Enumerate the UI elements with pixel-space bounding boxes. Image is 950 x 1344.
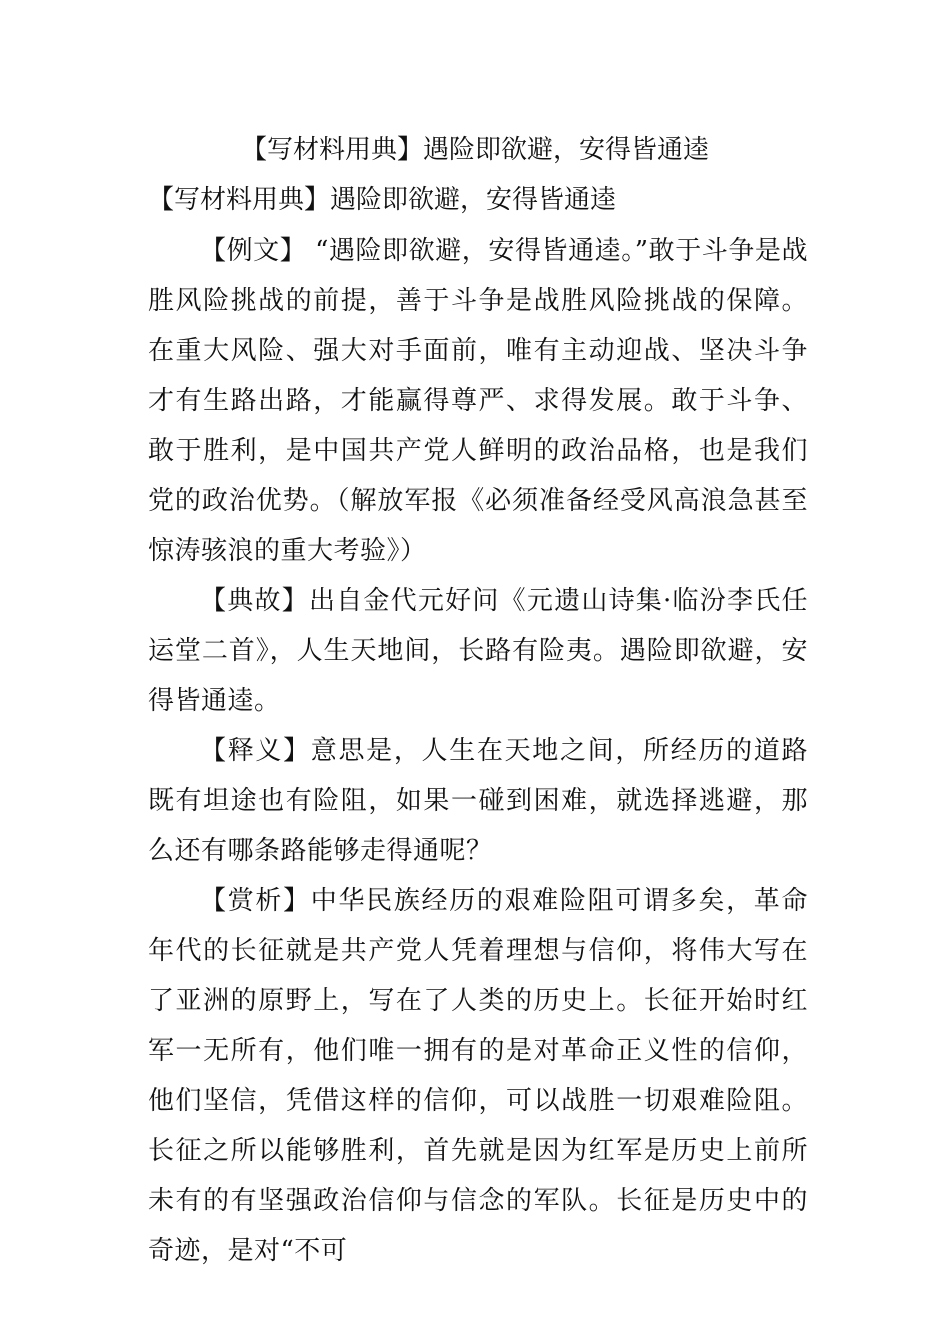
document-title: 【写材料用典】遇险即欲避，安得皆通逵 [240,135,709,165]
document-body [148,226,808,1276]
paragraph-analysis: 【赏析】中华民族经历的艰难险阻可谓多矣，革命年代的长征就是共产党人凭着理想与信仰，将伟大写在了亚洲的原野上，写在了人类的历史上。长征开始时红军一无所有，他们唯一拥有的是对革命正义性的信仰，他们坚信，凭借这样的信仰，可以战胜一切艰难险阻。长征之所以能够胜利，首先就是因为红军是历史上前所未有的有坚强政治信仰与信念的军队。长征是历史中的奇迹，是对“不可 [148,886,808,1266]
paragraph-meaning: 【释义】意思是，人生在天地之间，所经历的道路既有坦途也有险阻，如果一碰到困难，就选择逃避，那么还有哪条路能够走得通呢？ [148,736,808,866]
paragraph-example: 【例文】 “遇险即欲避，安得皆通逵。”敢于斗争是战胜风险挑战的前提，善于斗争是战胜风险挑战的保障。在重大风险、强大对手面前，唯有主动迎战、坚决斗争才有生路出路，才能赢得尊严、求得发展。敢于斗争、敢于胜利，是中国共产党人鲜明的政治品格，也是我们党的政治优势。（解放军报《必须准备经受风高浪急甚至惊涛骇浪的重大考验》） [148,236,808,566]
paragraph-allusion: 【典故】出自金代元好问《元遗山诗集·临汾李氏任运堂二首》，人生天地间，长路有险夷。遇险即欲避，安得皆通逵。 [148,586,808,716]
document-subtitle: 【写材料用典】遇险即欲避，安得皆通逵 [148,185,617,215]
